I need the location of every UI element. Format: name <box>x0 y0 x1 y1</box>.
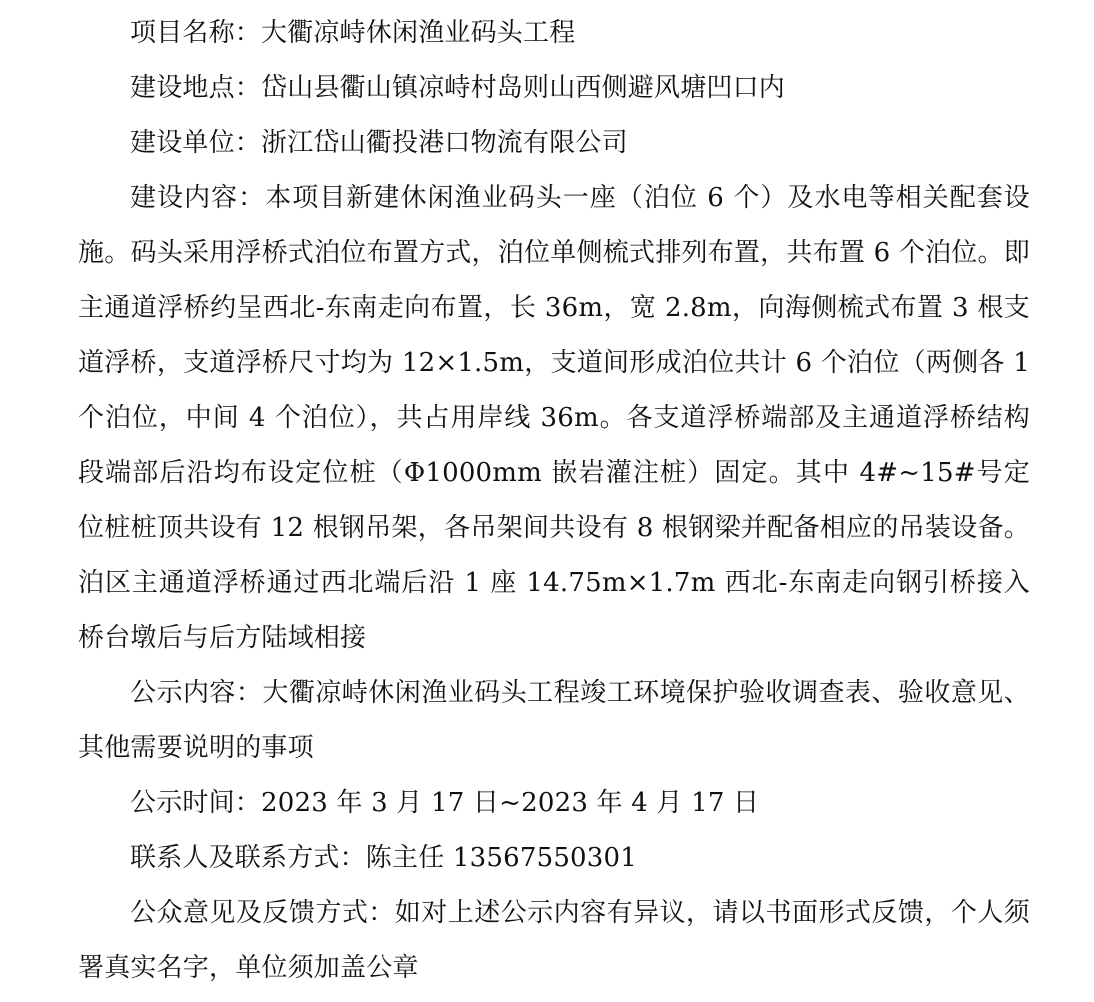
construction-content-paragraph: 建设内容：本项目新建休闲渔业码头一座（泊位 6 个）及水电等相关配套设施。码头采用浮桥式泊位布置方式，泊位单侧梳式排列布置，共布置 6 个泊位。即主通道浮桥约呈西北-东南走向布置，长 36m，宽 2.8m，向海侧梳式布置 3 根支道浮桥，支道浮桥尺寸均为 12×1.5m，支道间形成泊位共计 6 个泊位（两侧各 1 个泊位，中间 4 个泊位），共占用岸线 36m。各支道浮桥端部及主通道浮桥结构段端部后沿均布设定位桩（Φ1000mm 嵌岩灌注桩）固定。其中 4#~15#号定位桩桩顶共设有 12 根钢吊架，各吊架间共设有 8 根钢梁并配备相应的吊装设备。泊区主通道浮桥通过西北端后沿 1 座 14.75m×1.7m 西北-东南走向钢引桥接入桥台墩后与后方陆域相接 <box>78 183 1030 653</box>
publicity-content-paragraph: 公示内容：大衢凉峙休闲渔业码头工程竣工环境保护验收调查表、验收意见、其他需要说明的事项 <box>78 678 1030 763</box>
construction-unit-paragraph: 建设单位：浙江岱山衢投港口物流有限公司 <box>130 128 628 158</box>
construction-location-paragraph: 建设地点：岱山县衢山镇凉峙村岛则山西侧避风塘凹口内 <box>130 73 786 103</box>
feedback-method-paragraph: 公众意见及反馈方式：如对上述公示内容有异议，请以书面形式反馈，个人须署真实名字，单位须加盖公章 <box>78 898 1030 983</box>
project-name-paragraph: 项目名称：大衢凉峙休闲渔业码头工程 <box>130 18 576 48</box>
document-body <box>78 6 1030 996</box>
publicity-time-paragraph: 公示时间：2023 年 3 月 17 日~2023 年 4 月 17 日 <box>130 788 760 818</box>
contact-paragraph: 联系人及联系方式：陈主任 13567550301 <box>130 843 638 873</box>
